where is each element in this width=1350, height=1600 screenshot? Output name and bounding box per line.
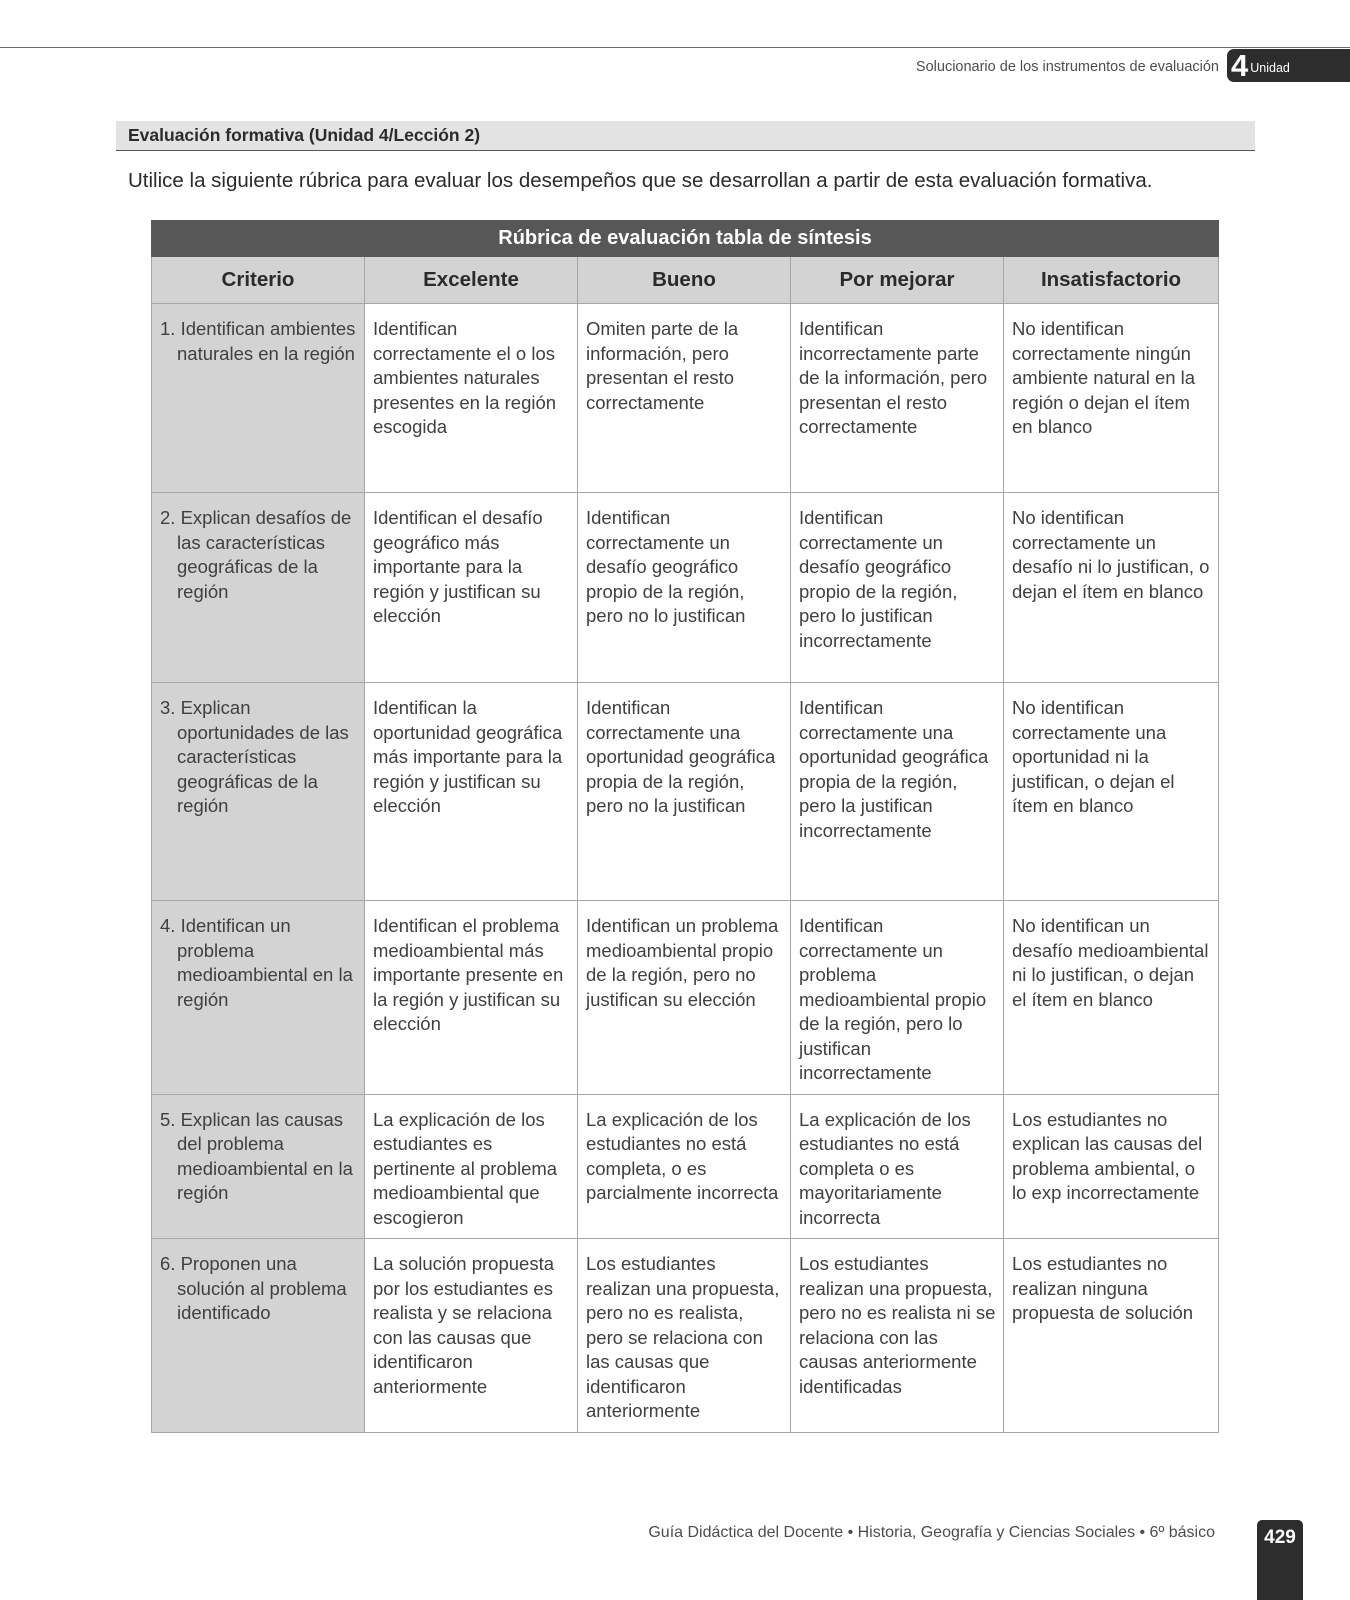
column-header-por-mejorar: Por mejorar [791, 257, 1004, 304]
excelente-cell: La solución propuesta por los estudiantes es realista y se relaciona con las causas que identificaron anteriormente [365, 1239, 578, 1433]
column-header-criterio: Criterio [152, 257, 365, 304]
excelente-cell: Identifican la oportunidad geográfica más importante para la región y justifican su elección [365, 683, 578, 901]
por-mejorar-cell: Los estudiantes realizan una propuesta, pero no es realista ni se relaciona con las causas anteriormente identificadas [791, 1239, 1004, 1433]
insatisfactorio-cell: Los estudiantes no realizan ninguna propuesta de solución [1004, 1239, 1219, 1433]
excelente-cell: Identifican el desafío geográfico más importante para la región y justifican su elección [365, 493, 578, 683]
criterion-cell [152, 1094, 365, 1239]
table-row [152, 493, 1219, 683]
por-mejorar-cell: La explicación de los estudiantes no está completa o es mayoritariamente incorrecta [791, 1094, 1004, 1239]
table-row [152, 683, 1219, 901]
rubric-title: Rúbrica de evaluación tabla de síntesis [152, 221, 1219, 257]
bueno-cell: Los estudiantes realizan una propuesta, pero no es realista, pero se relaciona con las causas que identificaron anteriormente [578, 1239, 791, 1433]
criterion-text: 1. Identifican ambientes naturales en la región [160, 318, 356, 364]
bueno-cell: Identifican correctamente una oportunidad geográfica propia de la región, pero no la justifican [578, 683, 791, 901]
table-row [152, 304, 1219, 493]
insatisfactorio-cell: No identifican correctamente ningún ambiente natural en la región o dejan el ítem en blanco [1004, 304, 1219, 493]
section-band [116, 121, 1255, 151]
criterion-cell [152, 683, 365, 901]
header-rule [0, 47, 1350, 48]
table-row [152, 1094, 1219, 1239]
unit-number: 4 [1231, 48, 1248, 83]
bueno-cell: Identifican un problema medioambiental propio de la región, pero no justifican su elección [578, 901, 791, 1095]
footer-text: Guía Didáctica del Docente • Historia, Geografía y Ciencias Sociales • 6º básico [648, 1524, 1215, 1541]
unit-tab [1227, 49, 1350, 82]
bueno-cell: La explicación de los estudiantes no está completa, o es parcialmente incorrecta [578, 1094, 791, 1239]
excelente-cell: Identifican el problema medioambiental más importante presente en la región y justifican su elección [365, 901, 578, 1095]
rubric-title-row [152, 221, 1219, 257]
column-header-bueno: Bueno [578, 257, 791, 304]
column-header-row [152, 257, 1219, 304]
por-mejorar-cell: Identifican correctamente un problema medioambiental propio de la región, pero lo justifican incorrectamente [791, 901, 1004, 1095]
section-band-title: Evaluación formativa (Unidad 4/Lección 2) [128, 125, 481, 145]
insatisfactorio-cell: Los estudiantes no explican las causas del problema ambiental, o lo exp incorrectamente [1004, 1094, 1219, 1239]
insatisfactorio-cell: No identifican un desafío medioambiental ni lo justifican, o dejan el ítem en blanco [1004, 901, 1219, 1095]
criterion-cell [152, 304, 365, 493]
por-mejorar-cell: Identifican correctamente un desafío geográfico propio de la región, pero lo justifican incorrectamente [791, 493, 1004, 683]
insatisfactorio-cell: No identifican correctamente un desafío ni lo justifican, o dejan el ítem en blanco [1004, 493, 1219, 683]
excelente-cell: Identifican correctamente el o los ambientes naturales presentes en la región escogida [365, 304, 578, 493]
table-row [152, 901, 1219, 1095]
por-mejorar-cell: Identifican correctamente una oportunidad geográfica propia de la región, pero la justifican incorrectamente [791, 683, 1004, 901]
column-header-excelente: Excelente [365, 257, 578, 304]
unit-label: Unidad [1250, 61, 1290, 75]
intro-paragraph: Utilice la siguiente rúbrica para evaluar los desempeños que se desarrollan a partir de esta evaluación formativa. [128, 169, 1153, 192]
criterion-cell [152, 493, 365, 683]
criterion-text: 3. Explican oportunidades de las características geográficas de la región [160, 697, 349, 816]
criterion-cell [152, 1239, 365, 1433]
criterion-text: 2. Explican desafíos de las características geográficas de la región [160, 507, 352, 602]
section-title: Solucionario de los instrumentos de evaluación [915, 58, 1219, 75]
por-mejorar-cell: Identifican incorrectamente parte de la información, pero presentan el resto correctamente [791, 304, 1004, 493]
bueno-cell: Omiten parte de la información, pero presentan el resto correctamente [578, 304, 791, 493]
column-header-insatisfactorio: Insatisfactorio [1004, 257, 1219, 304]
bueno-cell: Identifican correctamente un desafío geográfico propio de la región, pero no lo justifican [578, 493, 791, 683]
table-row [152, 1239, 1219, 1433]
criterion-text: 5. Explican las causas del problema medioambiental en la región [160, 1108, 353, 1203]
criterion-cell [152, 901, 365, 1095]
criterion-text: 6. Proponen una solución al problema identificado [160, 1253, 347, 1323]
excelente-cell: La explicación de los estudiantes es pertinente al problema medioambiental que escogieron [365, 1094, 578, 1239]
running-header [916, 49, 1350, 82]
criterion-text: 4. Identifican un problema medioambiental en la región [160, 915, 353, 1010]
insatisfactorio-cell: No identifican correctamente una oportunidad ni la justifican, o dejan el ítem en blanco [1004, 683, 1219, 901]
page-number: 429 [1257, 1520, 1303, 1600]
rubric-table [151, 220, 1219, 1433]
